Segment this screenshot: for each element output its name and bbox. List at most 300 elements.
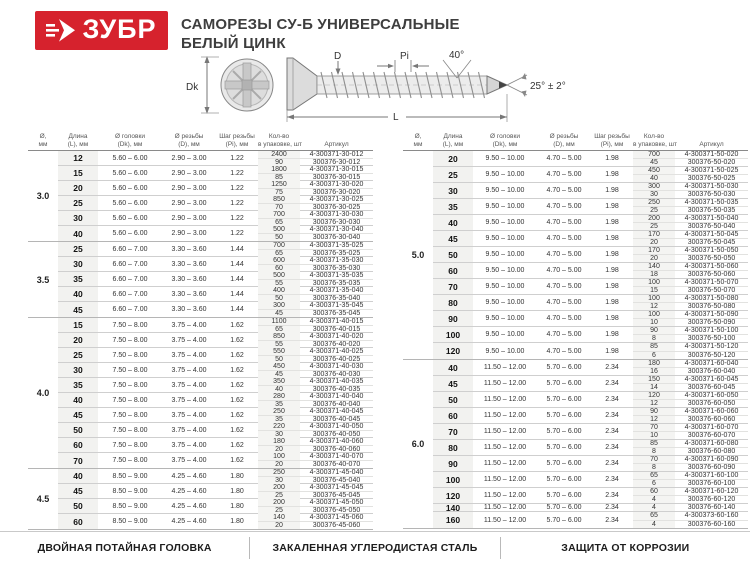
article-cell: 4-300371-45-045 <box>309 484 364 491</box>
pack-row <box>633 151 748 159</box>
qty-cell: 65 <box>258 219 300 226</box>
spec-row <box>58 453 373 468</box>
length-cell: 20 <box>58 181 98 195</box>
pack-row <box>633 239 748 246</box>
spec-row <box>433 472 748 488</box>
thread-diameter-cell: 4.25 – 4.60 <box>171 472 207 480</box>
article-cell: 300376-30-012 <box>312 159 361 166</box>
pack-row <box>633 167 748 175</box>
article-cell: 300376-40-020 <box>312 341 361 348</box>
article-cell: 4-300371-50-045 <box>684 231 739 238</box>
pack-options <box>258 438 373 452</box>
length-cell: 35 <box>58 378 98 392</box>
feature-double-countersunk-head: ДВОЙНАЯ ПОТАЙНАЯ ГОЛОВКА <box>37 541 212 554</box>
qty-cell: 1100 <box>258 318 300 325</box>
qty-cell: 4 <box>633 496 675 503</box>
pitch-cell: 1.98 <box>605 315 619 322</box>
pack-row <box>633 512 748 521</box>
qty-cell: 30 <box>633 191 675 198</box>
pitch-cell: 2.34 <box>605 396 619 403</box>
article-cell: 4-300371-40-030 <box>309 363 364 370</box>
head-diameter-cell: 7.50 – 8.00 <box>112 366 148 374</box>
qty-cell: 65 <box>258 326 300 333</box>
pack-row <box>258 204 373 211</box>
article-cell: 300376-30-020 <box>312 189 361 196</box>
pack-options <box>633 376 748 391</box>
pack-row <box>633 440 748 448</box>
qty-cell: 8 <box>633 448 675 455</box>
spec-row <box>433 504 748 512</box>
pitch-cell: 1.62 <box>230 441 244 449</box>
length-cell: 30 <box>58 211 98 225</box>
pack-options <box>633 151 748 166</box>
pitch-cell: 1.62 <box>230 351 244 359</box>
article-cell: 4-300371-60-045 <box>684 376 739 383</box>
pack-row <box>258 431 373 438</box>
article-cell: 4-300371-60-120 <box>684 488 739 495</box>
spec-row <box>433 327 748 343</box>
spec-row <box>58 423 373 438</box>
article-cell: 300376-45-060 <box>312 522 361 529</box>
title-line-1: САМОРЕЗЫ СУ-Б УНИВЕРСАЛЬНЫЕ <box>181 16 460 33</box>
thread-diameter-cell: 4.70 – 5.00 <box>546 203 582 210</box>
column-header: Ø головки (Dk), мм <box>115 133 145 148</box>
diameter-group-label: 3.5 <box>36 274 50 285</box>
pack-options <box>258 408 373 422</box>
pack-options <box>258 196 373 210</box>
diameter-group <box>28 151 373 242</box>
pack-options <box>258 363 373 377</box>
pack-row <box>633 343 748 352</box>
pitch-cell: 1.62 <box>230 336 244 344</box>
spec-row <box>58 257 373 272</box>
pack-options <box>633 424 748 439</box>
article-cell: 4-300371-30-025 <box>309 196 364 203</box>
thread-diameter-cell: 4.70 – 5.00 <box>546 283 582 290</box>
thread-diameter-cell: 3.30 – 3.60 <box>171 306 207 313</box>
head-diameter-cell: 9.50 – 10.00 <box>485 283 525 290</box>
qty-cell: 10 <box>633 319 675 326</box>
pack-options <box>633 512 748 528</box>
article-cell: 300376-50-045 <box>687 239 736 246</box>
thread-diameter-cell: 5.70 – 6.00 <box>546 516 582 524</box>
pack-row <box>633 472 748 480</box>
thread-diameter-cell: 5.70 – 6.00 <box>546 380 582 387</box>
article-cell: 300376-35-025 <box>312 250 361 257</box>
spec-row <box>58 196 373 211</box>
qty-cell: 600 <box>258 257 300 264</box>
pack-options <box>633 360 748 375</box>
pitch-cell: 1.80 <box>230 487 244 495</box>
qty-cell: 60 <box>633 488 675 495</box>
pack-row <box>258 356 373 363</box>
spec-row <box>433 167 748 183</box>
thread-diameter-cell: 5.70 – 6.00 <box>546 492 582 499</box>
thread-diameter-cell: 5.70 – 6.00 <box>546 428 582 435</box>
length-cell: 20 <box>58 333 98 347</box>
length-cell: 25 <box>58 196 98 210</box>
pack-options <box>633 215 748 230</box>
pack-options <box>258 393 373 407</box>
pitch-cell: 2.34 <box>605 444 619 451</box>
spec-row <box>58 287 373 302</box>
pack-options <box>633 279 748 294</box>
pitch-cell: 1.98 <box>605 235 619 242</box>
article-cell: 4-300371-50-120 <box>684 343 739 351</box>
zubr-arrow-icon <box>46 17 76 44</box>
pack-row <box>633 183 748 191</box>
thread-diameter-cell: 4.70 – 5.00 <box>546 299 582 306</box>
qty-cell: 85 <box>258 174 300 181</box>
spec-row <box>58 514 373 529</box>
qty-cell: 10 <box>633 432 675 439</box>
head-diameter-cell: 9.50 – 10.00 <box>485 219 525 226</box>
pack-row <box>633 504 748 511</box>
pack-row <box>633 392 748 400</box>
spec-row <box>58 302 373 317</box>
head-diameter-cell: 9.50 – 10.00 <box>485 315 525 322</box>
length-cell: 40 <box>58 469 98 483</box>
qty-cell: 850 <box>258 196 300 203</box>
article-cell: 300376-60-045 <box>687 384 736 391</box>
qty-cell: 85 <box>633 343 675 351</box>
column-header: Ø резьбы (D), мм <box>174 133 204 148</box>
thread-diameter-cell: 2.90 – 3.00 <box>171 184 207 192</box>
pack-options <box>633 327 748 342</box>
spec-row <box>433 279 748 295</box>
feature-hardened-carbon-steel: ЗАКАЛЕННАЯ УГЛЕРОДИСТАЯ СТАЛЬ <box>272 541 478 554</box>
pack-row <box>258 341 373 348</box>
pack-row <box>258 507 373 514</box>
qty-cell: 65 <box>258 250 300 257</box>
pitch-cell: 1.98 <box>605 251 619 258</box>
pack-row <box>258 242 373 250</box>
head-diameter-cell: 9.50 – 10.00 <box>485 299 525 306</box>
thread-diameter-cell: 4.70 – 5.00 <box>546 347 582 355</box>
head-diameter-cell: 9.50 – 10.00 <box>485 235 525 242</box>
pack-options <box>633 343 748 359</box>
pitch-cell: 1.44 <box>230 290 244 298</box>
pack-row <box>633 352 748 360</box>
head-diameter-cell: 9.50 – 10.00 <box>485 203 525 210</box>
pack-row <box>633 175 748 182</box>
thread-diameter-cell: 2.90 – 3.00 <box>171 214 207 222</box>
qty-cell: 30 <box>258 477 300 484</box>
head-diameter-cell: 9.50 – 10.00 <box>485 347 525 355</box>
qty-cell: 250 <box>633 199 675 206</box>
article-cell: 4-300371-40-040 <box>309 393 364 400</box>
dk-label: Dk <box>186 82 199 93</box>
qty-cell: 100 <box>633 279 675 286</box>
article-cell: 300376-35-035 <box>312 280 361 287</box>
pack-row <box>258 219 373 226</box>
head-diameter-cell: 7.50 – 8.00 <box>112 457 148 464</box>
qty-cell: 55 <box>258 280 300 287</box>
thread-diameter-cell: 2.90 – 3.00 <box>171 199 207 207</box>
pack-row <box>633 207 748 214</box>
tip-angle-label: 25° ± 2° <box>530 81 566 92</box>
article-cell: 4-300371-60-100 <box>684 472 739 479</box>
qty-cell: 120 <box>633 392 675 399</box>
qty-cell: 450 <box>258 363 300 370</box>
spec-table-right <box>403 125 748 529</box>
pack-row <box>258 416 373 423</box>
article-cell: 300376-30-025 <box>312 204 361 211</box>
length-cell: 45 <box>58 484 98 498</box>
article-cell: 300376-45-050 <box>312 507 361 514</box>
article-cell: 4-300371-40-020 <box>309 333 364 340</box>
pack-options <box>633 263 748 278</box>
pack-row <box>258 371 373 378</box>
article-cell: 4-300371-40-045 <box>309 408 364 415</box>
article-cell: 4-300371-35-045 <box>309 302 364 309</box>
head-diameter-cell: 8.50 – 9.00 <box>112 502 148 510</box>
spec-row <box>433 512 748 528</box>
length-cell: 70 <box>433 279 473 294</box>
spec-row <box>433 376 748 392</box>
thread-diameter-cell: 5.70 – 6.00 <box>546 364 582 371</box>
pack-options <box>633 472 748 487</box>
spec-table-left <box>28 125 373 530</box>
thread-diameter-cell: 4.25 – 4.60 <box>171 518 207 525</box>
spec-row <box>58 151 373 166</box>
thread-diameter-cell: 4.70 – 5.00 <box>546 155 582 162</box>
column-header: Длина (L), мм <box>442 133 464 148</box>
pack-row <box>258 438 373 446</box>
article-cell: 4-300371-60-090 <box>684 456 739 463</box>
pack-row <box>258 196 373 204</box>
article-cell: 4-300371-50-100 <box>684 327 739 334</box>
head-diameter-cell: 11.50 – 12.00 <box>483 428 527 435</box>
article-cell: 4-300371-40-070 <box>309 453 364 460</box>
pitch-cell: 2.34 <box>605 364 619 371</box>
pack-row <box>258 234 373 241</box>
article-cell: 4-300371-40-060 <box>309 438 364 445</box>
pitch-cell: 1.62 <box>230 426 244 434</box>
pitch-cell: 1.22 <box>230 154 244 162</box>
thread-diameter-cell: 3.30 – 3.60 <box>171 275 207 283</box>
qty-cell: 280 <box>258 393 300 400</box>
diameter-group-label: 3.0 <box>36 191 50 201</box>
pack-options <box>258 211 373 225</box>
head-diameter-cell: 8.50 – 9.00 <box>112 472 148 480</box>
qty-cell: 15 <box>633 287 675 294</box>
article-cell: 4-300371-50-060 <box>684 263 739 270</box>
thread-diameter-cell: 3.75 – 4.00 <box>171 336 207 344</box>
length-cell: 40 <box>58 287 98 301</box>
pack-options <box>258 272 373 286</box>
thread-diameter-cell: 3.30 – 3.60 <box>171 260 207 268</box>
length-cell: 30 <box>433 183 473 198</box>
thread-diameter-cell: 4.70 – 5.00 <box>546 315 582 322</box>
article-cell: 4-300371-50-035 <box>684 199 739 206</box>
article-cell: 4-300371-40-050 <box>309 423 364 430</box>
pack-row <box>633 496 748 503</box>
pack-row <box>258 295 373 302</box>
pitch-cell: 1.98 <box>605 347 619 355</box>
pack-row <box>258 250 373 257</box>
pack-row <box>258 310 373 317</box>
pack-row <box>633 215 748 223</box>
article-cell: 300376-50-035 <box>687 207 736 214</box>
qty-cell: 150 <box>633 376 675 383</box>
article-cell: 4-300371-45-050 <box>309 499 364 506</box>
article-cell: 4-300371-40-015 <box>309 318 364 325</box>
length-cell: 15 <box>58 318 98 332</box>
pack-row <box>633 223 748 230</box>
length-cell: 35 <box>433 199 473 214</box>
article-cell: 4-300371-60-040 <box>684 360 739 367</box>
article-cell: 300376-50-025 <box>687 175 736 182</box>
pack-options <box>633 183 748 198</box>
article-cell: 300376-50-070 <box>687 287 736 294</box>
pack-options <box>633 167 748 182</box>
article-cell: 4-300371-35-025 <box>309 242 364 249</box>
length-cell: 50 <box>433 392 473 407</box>
pack-row <box>633 295 748 303</box>
article-cell: 4-300371-40-035 <box>309 378 364 385</box>
qty-cell: 250 <box>258 408 300 415</box>
article-cell: 300376-45-045 <box>312 492 361 499</box>
pack-row <box>258 159 373 166</box>
table-header <box>403 125 748 151</box>
pack-row <box>633 271 748 278</box>
column-header: Кол-во в упаковке, шт <box>258 133 302 148</box>
spec-row <box>58 318 373 333</box>
pack-options <box>258 302 373 317</box>
thread-diameter-cell: 4.70 – 5.00 <box>546 331 582 338</box>
pack-row <box>633 480 748 487</box>
qty-cell: 45 <box>258 310 300 317</box>
head-diameter-cell: 5.60 – 6.00 <box>112 230 148 237</box>
qty-cell: 8 <box>633 464 675 471</box>
pack-row <box>633 360 748 368</box>
qty-cell: 70 <box>258 204 300 211</box>
spec-row <box>58 226 373 241</box>
pitch-cell: 2.34 <box>605 504 619 511</box>
qty-cell: 550 <box>258 348 300 355</box>
pack-row <box>258 181 373 189</box>
pitch-cell: 1.22 <box>230 184 244 192</box>
article-cell: 300376-60-040 <box>687 368 736 375</box>
qty-cell: 14 <box>633 384 675 391</box>
article-cell: 4-300371-60-080 <box>684 440 739 447</box>
spec-row <box>433 247 748 263</box>
article-cell: 4-300371-50-040 <box>684 215 739 222</box>
pitch-cell: 1.62 <box>230 457 244 464</box>
thread-diameter-cell: 2.90 – 3.00 <box>171 169 207 177</box>
pack-options <box>633 295 748 310</box>
qty-cell: 20 <box>258 522 300 529</box>
spec-row <box>433 199 748 215</box>
pack-row <box>258 446 373 453</box>
thread-diameter-cell: 5.70 – 6.00 <box>546 476 582 483</box>
qty-cell: 200 <box>258 499 300 506</box>
qty-cell: 90 <box>258 159 300 166</box>
pack-options <box>633 440 748 455</box>
qty-cell: 45 <box>633 159 675 166</box>
pack-options <box>258 318 373 332</box>
qty-cell: 12 <box>633 400 675 407</box>
head-diameter-cell: 8.50 – 9.00 <box>112 518 148 525</box>
length-label: L <box>393 112 399 123</box>
d-label: D <box>334 51 342 62</box>
thread-diameter-cell: 4.25 – 4.60 <box>171 502 207 510</box>
qty-cell: 25 <box>633 207 675 214</box>
length-cell: 120 <box>433 343 473 359</box>
article-cell: 4-300371-35-035 <box>309 272 364 279</box>
pack-row <box>633 424 748 432</box>
pack-row <box>633 263 748 271</box>
thread-diameter-cell: 5.70 – 6.00 <box>546 412 582 419</box>
qty-cell: 700 <box>258 211 300 218</box>
pack-options <box>258 287 373 301</box>
pack-row <box>258 280 373 287</box>
length-cell: 160 <box>433 512 473 528</box>
length-cell: 40 <box>58 226 98 241</box>
length-cell: 25 <box>58 348 98 362</box>
pack-options <box>633 408 748 423</box>
pack-row <box>633 456 748 464</box>
pitch-cell: 2.34 <box>605 428 619 435</box>
pack-row <box>258 226 373 234</box>
qty-cell: 6 <box>633 352 675 360</box>
head-diameter-cell: 6.60 – 7.00 <box>112 290 148 298</box>
qty-cell: 500 <box>258 272 300 279</box>
pack-row <box>258 272 373 280</box>
pitch-cell: 1.62 <box>230 396 244 404</box>
spec-row <box>433 263 748 279</box>
article-cell: 300376-35-045 <box>312 310 361 317</box>
head-diameter-cell: 7.50 – 8.00 <box>112 426 148 434</box>
pack-row <box>633 319 748 326</box>
spec-row <box>58 333 373 348</box>
head-diameter-cell: 5.60 – 6.00 <box>112 214 148 222</box>
logo-text: ЗУБР <box>82 14 157 44</box>
length-cell: 60 <box>433 408 473 423</box>
qty-cell: 100 <box>633 311 675 318</box>
article-cell: 300376-40-035 <box>312 386 361 393</box>
pack-options <box>258 469 373 483</box>
article-cell: 4-300371-50-080 <box>684 295 739 302</box>
thread-diameter-cell: 2.90 – 3.00 <box>171 154 207 162</box>
title-line-2: БЕЛЫЙ ЦИНК <box>181 35 286 52</box>
pack-options <box>258 151 373 165</box>
pack-options <box>258 378 373 392</box>
pi-label: Pi <box>400 51 409 62</box>
pitch-cell: 1.44 <box>230 275 244 283</box>
feature-footer <box>0 531 750 563</box>
head-diameter-cell: 6.60 – 7.00 <box>112 306 148 313</box>
head-diameter-cell: 5.60 – 6.00 <box>112 184 148 192</box>
pack-row <box>258 393 373 401</box>
pitch-cell: 2.34 <box>605 516 619 524</box>
thread-diameter-cell: 3.75 – 4.00 <box>171 457 207 464</box>
diameter-group <box>403 360 748 529</box>
pitch-cell: 1.22 <box>230 230 244 237</box>
qty-cell: 60 <box>258 265 300 272</box>
thread-diameter-cell: 4.70 – 5.00 <box>546 267 582 274</box>
length-cell: 80 <box>433 295 473 310</box>
pack-options <box>258 484 373 498</box>
pitch-cell: 1.98 <box>605 299 619 306</box>
spec-row <box>58 181 373 196</box>
spec-row <box>433 440 748 456</box>
head-diameter-cell: 7.50 – 8.00 <box>112 321 148 329</box>
qty-cell: 16 <box>633 368 675 375</box>
column-header: Ø резьбы (D), мм <box>549 133 579 148</box>
length-cell: 30 <box>58 363 98 377</box>
